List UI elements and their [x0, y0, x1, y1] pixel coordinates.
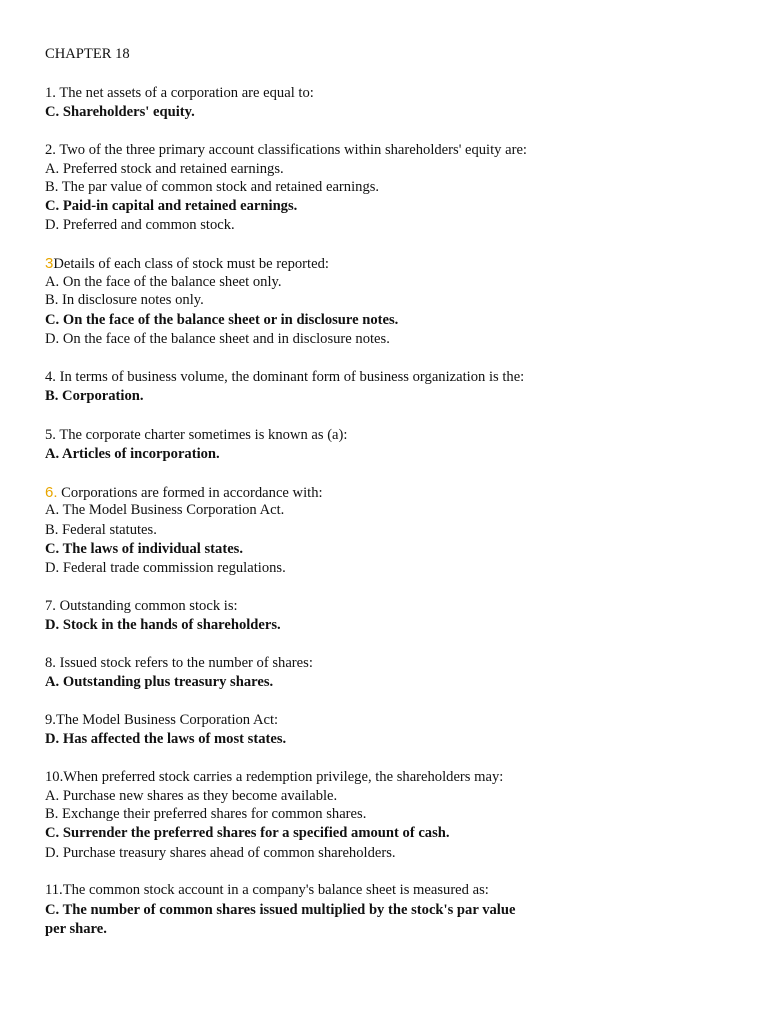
- answer-option: D. On the face of the balance sheet and in disclosure notes.: [45, 331, 390, 347]
- question-stem: 8. Issued stock refers to the number of shares:: [45, 655, 313, 671]
- correct-answer-continued: per share.: [45, 921, 107, 937]
- question-number: 3: [45, 255, 54, 272]
- answer-option: A. On the face of the balance sheet only.: [45, 274, 282, 290]
- correct-answer: C. Shareholders' equity.: [45, 104, 195, 120]
- answer-option: B. The par value of common stock and retained earnings.: [45, 179, 380, 195]
- question-stem: 1. The net assets of a corporation are equal to:: [45, 85, 314, 101]
- chapter-title: CHAPTER 18: [45, 46, 130, 62]
- correct-answer: C. The number of common shares issued multiplied by the stock's par value: [45, 902, 516, 918]
- answer-option: D. Preferred and common stock.: [45, 217, 235, 233]
- correct-answer: B. Corporation.: [45, 388, 144, 404]
- answer-option: D. Purchase treasury shares ahead of common shareholders.: [45, 845, 396, 861]
- answer-option: A. Purchase new shares as they become available.: [45, 788, 338, 804]
- question-stem: 9.The Model Business Corporation Act:: [45, 712, 279, 728]
- correct-answer: C. Paid-in capital and retained earnings.: [45, 198, 298, 214]
- question-stem: 10.When preferred stock carries a redemption privilege, the shareholders may:: [45, 769, 504, 785]
- question-stem: 5. The corporate charter sometimes is known as (a):: [45, 427, 348, 443]
- answer-option: B. Exchange their preferred shares for common shares.: [45, 806, 367, 822]
- correct-answer: C. Surrender the preferred shares for a specified amount of cash.: [45, 825, 450, 841]
- correct-answer: C. The laws of individual states.: [45, 541, 243, 557]
- question-stem: 11.The common stock account in a company's balance sheet is measured as:: [45, 882, 489, 898]
- correct-answer: D. Has affected the laws of most states.: [45, 731, 287, 747]
- question-stem: 7. Outstanding common stock is:: [45, 598, 238, 614]
- question-number: 6.: [45, 484, 58, 501]
- answer-option: B. In disclosure notes only.: [45, 292, 204, 308]
- answer-option: A. The Model Business Corporation Act.: [45, 502, 285, 518]
- answer-option: A. Preferred stock and retained earnings.: [45, 161, 284, 177]
- question-stem: Corporations are formed in accordance with:: [61, 485, 323, 501]
- question-stem-row: [45, 254, 329, 274]
- correct-answer: C. On the face of the balance sheet or in disclosure notes.: [45, 312, 399, 328]
- question-stem: 4. In terms of business volume, the dominant form of business organization is the:: [45, 369, 525, 385]
- answer-option: D. Federal trade commission regulations.: [45, 560, 286, 576]
- correct-answer: A. Outstanding plus treasury shares.: [45, 674, 274, 690]
- question-stem: 2. Two of the three primary account classifications within shareholders' equity are:: [45, 142, 527, 158]
- correct-answer: D. Stock in the hands of shareholders.: [45, 617, 281, 633]
- answer-option: B. Federal statutes.: [45, 522, 157, 538]
- correct-answer: A. Articles of incorporation.: [45, 446, 220, 462]
- question-stem: Details of each class of stock must be reported:: [53, 256, 329, 272]
- question-stem-row: [45, 483, 323, 503]
